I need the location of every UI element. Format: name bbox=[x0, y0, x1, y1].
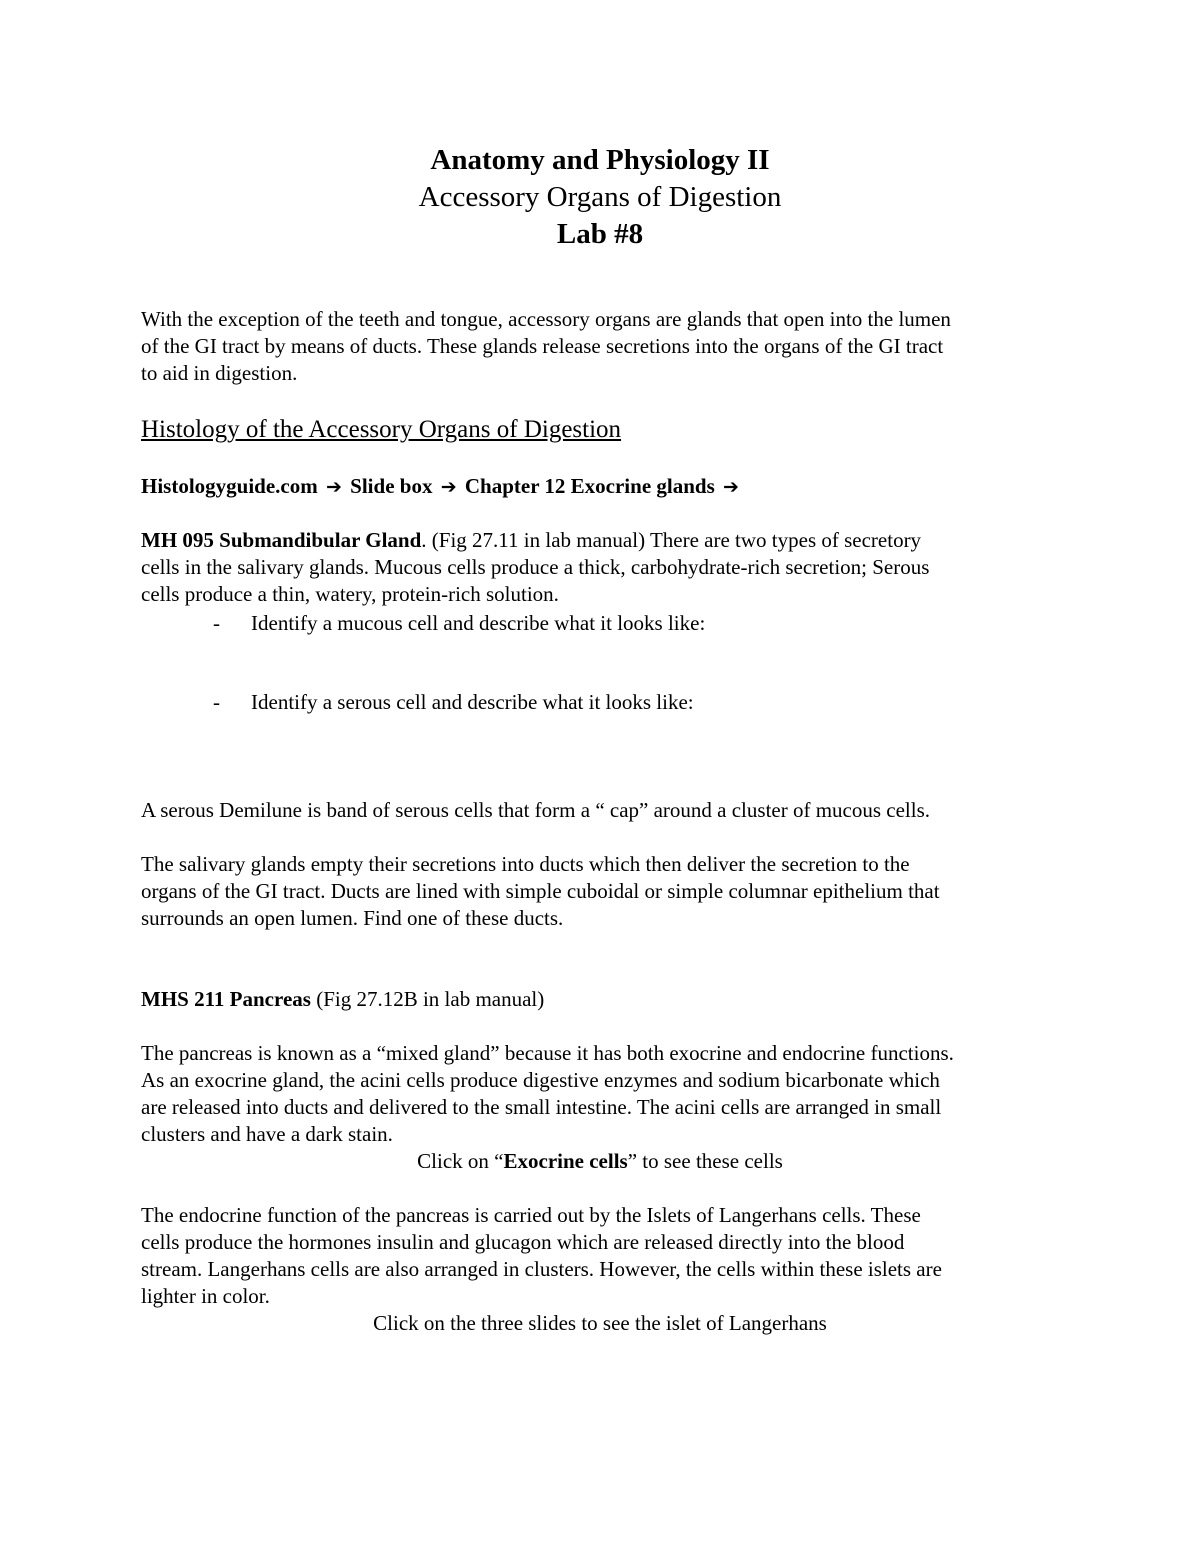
endocrine-line: stream. Langerhans cells are also arranged in clusters. However, the cells within these islets are bbox=[141, 1257, 942, 1281]
bullet-serous-cell: Identify a serous cell and describe what it looks like: bbox=[251, 690, 694, 714]
histology-heading: Histology of the Accessory Organs of Digestion bbox=[141, 416, 622, 443]
endocrine-line: cells produce the hormones insulin and glucagon which are released directly into the blood bbox=[141, 1230, 905, 1254]
arrow-right-icon: ➔ bbox=[440, 476, 457, 498]
pancreas-title-line bbox=[141, 986, 1071, 1013]
exocrine-line: clusters and have a dark stain. bbox=[141, 1122, 393, 1146]
endocrine-line: lighter in color. bbox=[141, 1284, 270, 1308]
ducts-line: surrounds an open lumen. Find one of these ducts. bbox=[141, 906, 564, 930]
intro-line: With the exception of the teeth and tongue, accessory organs are glands that open into the lumen bbox=[141, 307, 951, 331]
exocrine-cells-label: Exocrine cells bbox=[503, 1149, 628, 1173]
bullet-mucous-cell: Identify a mucous cell and describe what it looks like: bbox=[251, 611, 706, 635]
ducts-line: The salivary glands empty their secretions into ducts which then deliver the secretion to the bbox=[141, 852, 910, 876]
endocrine-line: The endocrine function of the pancreas is carried out by the Islets of Langerhans cells. These bbox=[141, 1203, 921, 1227]
exocrine-click-instruction bbox=[0, 1148, 1200, 1175]
intro-line: of the GI tract by means of ducts. These glands release secretions into the organs of the GI tract bbox=[141, 334, 944, 358]
pancreas-title-rest: (Fig 27.12B in lab manual) bbox=[310, 987, 545, 1011]
ducts-line: organs of the GI tract. Ducts are lined with simple cuboidal or simple columnar epithelium that bbox=[141, 879, 940, 903]
arrow-right-icon: ➔ bbox=[723, 476, 739, 498]
submandibular-line bbox=[141, 527, 1071, 554]
submandibular-paragraph bbox=[141, 527, 1071, 608]
islet-click-instruction: Click on the three slides to see the islet of Langerhans bbox=[373, 1311, 827, 1335]
bullet-dash: - bbox=[213, 690, 220, 714]
path-step-slide-box: Slide box bbox=[350, 474, 433, 498]
exocrine-line: are released into ducts and delivered to the small intestine. The acini cells are arranged in small bbox=[141, 1095, 942, 1119]
navigation-path bbox=[141, 473, 1071, 501]
pancreas-endocrine-paragraph bbox=[141, 1202, 1071, 1310]
document-subtitle: Accessory Organs of Digestion bbox=[418, 181, 782, 213]
exocrine-line: As an exocrine gland, the acini cells produce digestive enzymes and sodium bicarbonate which bbox=[141, 1068, 940, 1092]
click-pre: Click on “ bbox=[417, 1149, 504, 1173]
submandibular-line1-rest: . (Fig 27.11 in lab manual) There are two types of secretory bbox=[421, 528, 922, 552]
submandibular-title: MH 095 Submandibular Gland bbox=[141, 528, 422, 552]
pancreas-title: MHS 211 Pancreas bbox=[141, 987, 311, 1011]
pancreas-exocrine-paragraph bbox=[141, 1040, 1071, 1148]
bullet-dash: - bbox=[213, 611, 220, 635]
exocrine-line: The pancreas is known as a “mixed gland” because it has both exocrine and endocrine functions. bbox=[141, 1041, 954, 1065]
submandibular-line: cells produce a thin, watery, protein-rich solution. bbox=[141, 582, 559, 606]
lab-number: Lab #8 bbox=[556, 218, 644, 250]
demilune-paragraph: A serous Demilune is band of serous cells that form a “ cap” around a cluster of mucous cells. bbox=[141, 798, 931, 822]
ducts-paragraph bbox=[141, 851, 1071, 932]
submandibular-line: cells in the salivary glands. Mucous cells produce a thick, carbohydrate-rich secretion; Serous bbox=[141, 555, 930, 579]
path-site: Histologyguide.com bbox=[141, 474, 318, 498]
arrow-right-icon: ➔ bbox=[326, 476, 342, 498]
path-step-chapter: Chapter 12 Exocrine glands bbox=[464, 474, 715, 498]
click-post: ” to see these cells bbox=[627, 1149, 783, 1173]
intro-line: to aid in digestion. bbox=[141, 361, 298, 385]
intro-paragraph bbox=[141, 306, 1071, 387]
document-title: Anatomy and Physiology II bbox=[430, 144, 770, 176]
